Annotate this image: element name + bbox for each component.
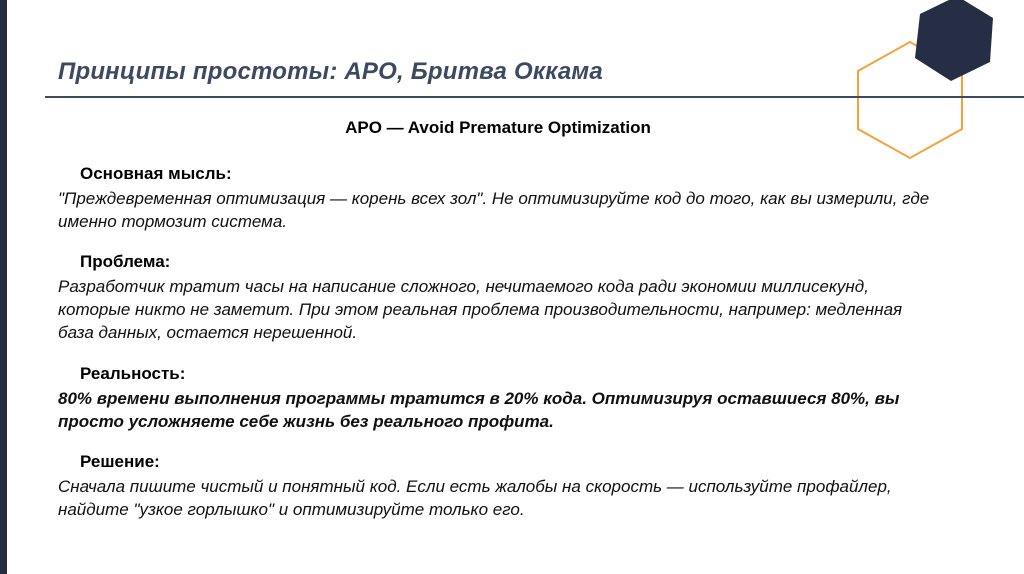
section-heading: Реальность:	[80, 363, 186, 383]
section-body: Разработчик тратит часы на написание сложного, нечитаемого кода ради экономии миллисекунд, которые никто не заметит. При этом реальная проблема производительности, например: медленная база данных, остается нерешенной.	[58, 277, 903, 343]
section-heading: Решение:	[80, 451, 160, 471]
slide-body	[58, 118, 938, 540]
section-reality	[58, 364, 938, 433]
section-solution	[58, 452, 938, 521]
section-problem	[58, 252, 938, 344]
slide-title: Принципы простоты: APO, Бритва Оккама	[58, 58, 603, 85]
section-heading: Основная мысль:	[80, 164, 232, 183]
section-main-idea	[58, 164, 938, 233]
section-heading: Проблема:	[80, 252, 171, 272]
section-body: "Преждевременная оптимизация — корень всех зол". Не оптимизируйте код до того, как вы измерили, где именно тормозит система.	[58, 189, 930, 232]
section-body: 80% времени выполнения программы тратится в 20% кода. Оптимизируя оставшиеся 80%, вы просто усложняете себе жизнь без реального профита.	[58, 388, 900, 431]
section-body: Сначала пишите чистый и понятный код. Если есть жалобы на скорость — используйте профайлер, найдите "узкое горлышко" и оптимизируйте только его.	[58, 476, 892, 519]
left-edge-bar	[0, 0, 7, 574]
slide-subtitle: APO — Avoid Premature Optimization	[345, 118, 651, 137]
title-underline	[45, 96, 1024, 98]
dark-hexagon-shape	[915, 0, 993, 81]
